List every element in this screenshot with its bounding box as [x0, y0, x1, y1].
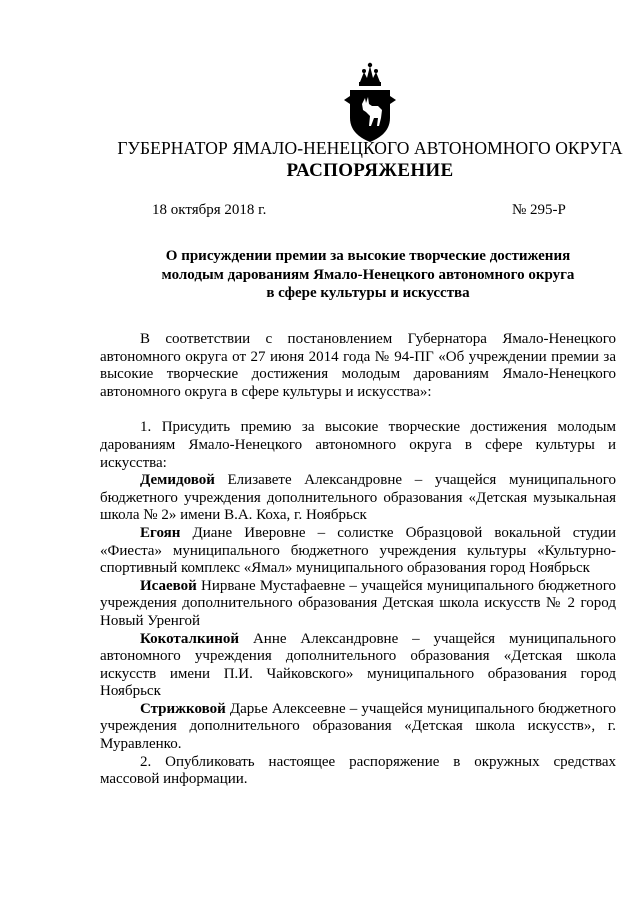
awardee-surname: Кокоталкиной: [140, 630, 240, 647]
awardee-surname: Демидовой: [140, 472, 215, 489]
clause-1: 1. Присудить премию за высокие творческие достижения молодым дарованиям Ямало-Ненецкого автономного округа в сфере культуры и искусства:: [100, 419, 616, 471]
awardee-details: Дарье Алексеевне – учащейся муниципального бюджетного учреждения дополнительного образования «Детская школа искусств», г. Муравленко.: [100, 700, 616, 753]
subject-line: в сфере культуры и искусства: [266, 285, 470, 301]
document-number: № 295-Р: [512, 202, 566, 218]
awardee-paragraph: [100, 525, 616, 578]
document-type: РАСПОРЯЖЕНИЕ: [286, 160, 454, 181]
document-body: [100, 331, 616, 789]
awardee-paragraph: [100, 631, 616, 701]
subject-line: молодым дарованиям Ямало-Ненецкого автономного округа: [161, 266, 575, 283]
subject-line: О присуждении премии за высокие творческие достижения: [165, 248, 571, 264]
awardee-paragraph: [100, 472, 616, 525]
awardee-details: Анне Александровне – учащейся муниципального автономного учреждения дополнительного образования «Детская школа искусств имени П.И. Чайковского» муниципального образования город Ноябрьск: [100, 630, 616, 700]
preamble-paragraph: В соответствии с постановлением Губернатора Ямало-Ненецкого автономного округа от 27 июня 2014 года № 94-ПГ «Об учреждении премии за высокие творческие достижения молодым дарованиям Ямало-Ненецкого автономного округа в сфере культуры и искусства»:: [100, 331, 616, 400]
clause-2: 2. Опубликовать настоящее распоряжение в окружных средствах массовой информации.: [100, 753, 616, 788]
document-date: 18 октября 2018 г.: [152, 202, 267, 218]
awardee-surname: Егоян: [140, 524, 181, 541]
awardee-details: Елизавете Александровне – учащейся муниципального бюджетного учреждения дополнительного образования «Детская музыкальная школа № 2» имени В.А. Коха, г. Ноябрьск: [100, 472, 616, 524]
awardee-surname: Стрижковой: [140, 700, 226, 717]
governor-title: ГУБЕРНАТОР ЯМАЛО-НЕНЕЦКОГО АВТОНОМНОГО ОКРУГА: [117, 138, 623, 158]
awardee-paragraph: [100, 701, 616, 754]
yamal-coat-of-arms-icon: [338, 60, 402, 148]
awardee-surname: Исаевой: [140, 577, 197, 594]
awardee-paragraph: [100, 578, 616, 631]
document-subject: [100, 247, 636, 303]
awardee-details: Диане Иверовне – солистке Образцовой вокальной студии «Фиеста» муниципального бюджетного учреждения культуры «Культурно-спортивный комплекс «Ямал» муниципального образования город Ноябрьск: [100, 524, 616, 577]
awardee-details: Нирване Мустафаевне – учащейся муниципального бюджетного учреждения дополнительного образования Детская школа искусств № 2 город Новый Уренгой: [100, 577, 616, 629]
